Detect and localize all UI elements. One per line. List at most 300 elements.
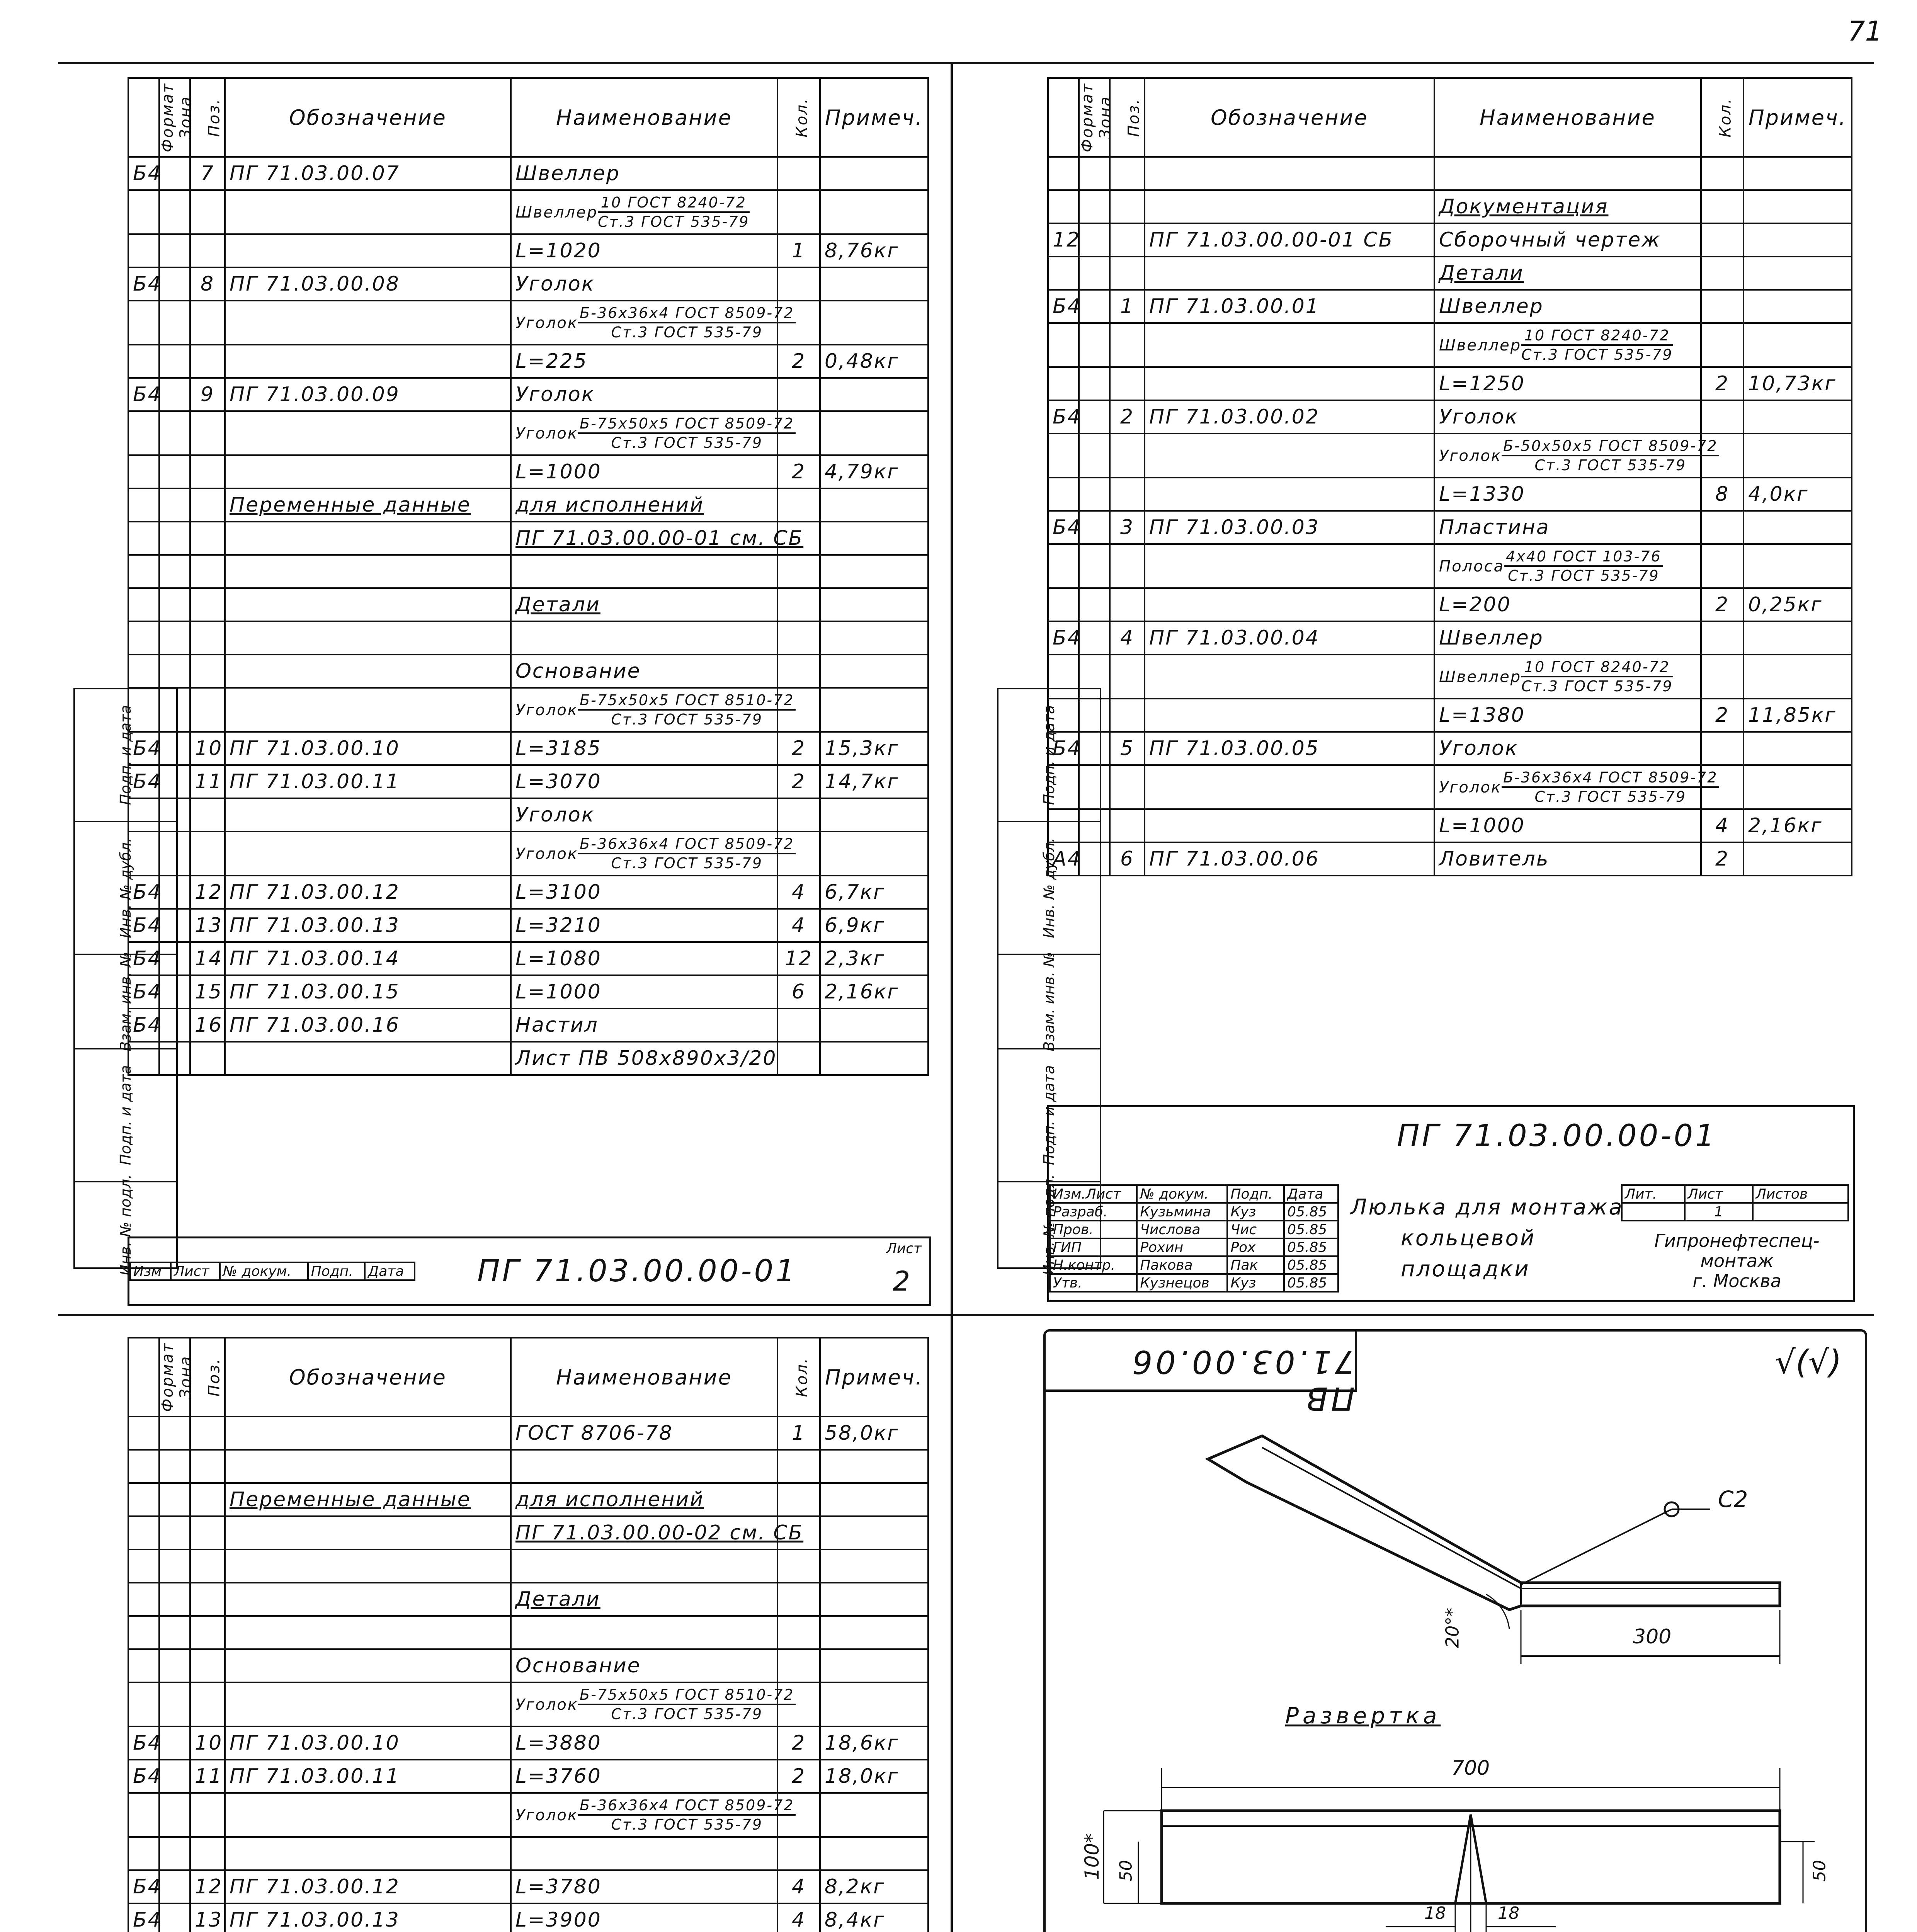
format-cell: Б4: [128, 1870, 159, 1903]
zone-cell: [159, 234, 190, 267]
quantity-cell: 12: [777, 942, 820, 975]
designation-cell: ПГ 71.03.00.11: [225, 1760, 511, 1793]
dim-700: 700: [1451, 1757, 1490, 1780]
approval-role: Утв.: [1050, 1274, 1137, 1292]
format-cell: [128, 555, 159, 588]
product-title: Люлька для монтажа кольцевой площадки: [1351, 1195, 1624, 1282]
position-cell: [190, 1549, 225, 1583]
format-cell: [1048, 809, 1079, 842]
spec-row: [128, 234, 928, 267]
format-cell: Б4: [128, 876, 159, 909]
designation-cell: ПГ 71.03.00.15: [225, 975, 511, 1009]
zone-cell: [1079, 190, 1110, 223]
designation-cell: ПГ 71.03.00.12: [225, 876, 511, 909]
spec-row: [128, 1837, 928, 1870]
quantity-cell: 2: [1701, 699, 1744, 732]
position-cell: [1110, 655, 1145, 699]
format-cell: [128, 1616, 159, 1649]
approval-sig: Подп.: [1227, 1185, 1284, 1203]
position-cell: [1110, 699, 1145, 732]
note-cell: [820, 488, 928, 522]
name-cell: Лист ПВ 508x890x3/20: [511, 1042, 777, 1075]
spec-row: [1048, 765, 1852, 809]
note-cell: [820, 190, 928, 234]
format-cell: Б4: [128, 942, 159, 975]
note-cell: [820, 1450, 928, 1483]
approval-name: Кузьмина: [1137, 1203, 1227, 1221]
spec-row: [1048, 478, 1852, 511]
position-cell: 12: [190, 1870, 225, 1903]
position-cell: [190, 798, 225, 832]
spec-row: [128, 411, 928, 455]
note-cell: [1744, 655, 1852, 699]
dim-50-left: 50: [1116, 1860, 1136, 1882]
format-cell: Б4: [128, 1903, 159, 1932]
approval-name: Рохин: [1137, 1238, 1227, 1256]
note-cell: 8,4кг: [820, 1903, 928, 1932]
position-cell: [190, 588, 225, 621]
name-cell: Детали: [1434, 257, 1701, 290]
name-cell: Уголок: [511, 798, 777, 832]
dim-18-left: 18: [1424, 1903, 1446, 1923]
spec-row: [128, 1649, 928, 1682]
note-cell: [1744, 765, 1852, 809]
position-cell: [190, 190, 225, 234]
quantity-cell: [777, 1649, 820, 1682]
zone-cell: [159, 1870, 190, 1903]
dim-300: 300: [1633, 1625, 1672, 1648]
position-cell: 13: [190, 1903, 225, 1932]
name-cell: ПГ 71.03.00.00-02 см. СБ: [511, 1516, 777, 1549]
note-cell: 15,3кг: [820, 732, 928, 765]
name-cell: Документация: [1434, 190, 1701, 223]
designation-cell: ПГ 71.03.00.02: [1145, 400, 1434, 434]
organization-sheet1: Гипронефтеспец- монтаж г. Москва: [1654, 1230, 1820, 1291]
quantity-cell: 4: [777, 909, 820, 942]
designation-cell: [1145, 765, 1434, 809]
designation-cell: [225, 345, 511, 378]
format-cell: [128, 190, 159, 234]
quantity-cell: 2: [777, 732, 820, 765]
position-cell: [1110, 223, 1145, 257]
format-cell: Б4: [1048, 511, 1079, 544]
zone-cell: [1079, 544, 1110, 588]
designation-cell: ПГ 71.03.00.13: [225, 1903, 511, 1932]
approval-sig: Куз: [1227, 1203, 1284, 1221]
zone-cell: [159, 1450, 190, 1483]
spec-row: [1048, 257, 1852, 290]
spec-row: [1048, 655, 1852, 699]
zone-cell: [159, 1483, 190, 1516]
format-cell: Б4: [128, 267, 159, 301]
name-cell: Уголок: [1434, 732, 1701, 765]
designation-cell: ПГ 71.03.00.09: [225, 378, 511, 411]
quantity-cell: 2: [777, 1760, 820, 1793]
lit-sheet-table: Лит. Лист Листов 1: [1621, 1184, 1849, 1221]
zone-cell: [1079, 223, 1110, 257]
spec-table-sheet1: Формат Зона Поз. Обозначение Наименование Кол. Примеч. Документация 12 ПГ 71.03.00.00-01 СБ Сборочный чертеж Детали Б4 1 ПГ 71.03.00.01 Швеллер Швеллер $\frac{\text{10 ГОСТ 8240-72}}{\text{Ст.3 ГОСТ 535-79}}$ L=1250 2 10,73кг Б4 2 ПГ 71.03.00.02 Уголок Уголок $\frac{\text{Б-50x50x5 ГОСТ 8509-72}}{\text{Ст.3 ГОСТ 535-79}}$ L=1330 8 4,0кг Б4 3 ПГ 71.03.00.03 Пластина Полоса $\frac{\text{4x40 ГОСТ 103-76}}{\text{Ст.3 ГОСТ 535-79}}$ L=200 2 0,25кг Б4 4 ПГ 71.03.00.04 Швеллер Швеллер $\frac{\text{10 ГОСТ 8240-72}}{\text{Ст.3 ГОСТ 535-79}}$ L=1380 2 11,85кг Б4 5 ПГ 71.03.00.05 Уголок Уголок $\frac{\text{Б-36x36x4 ГОСТ 8509-72}}{\text{Ст.3 ГОСТ 535-79}}$ L=1000 4 2,16кг А4 6 ПГ 71.03.00.06 Ловитель 2: [1047, 77, 1852, 876]
zone-cell: [1079, 434, 1110, 478]
spec-row: [1048, 699, 1852, 732]
position-cell: [1110, 157, 1145, 190]
designation-cell: [225, 1649, 511, 1682]
name-cell: Швеллер $\frac{\text{10 ГОСТ 8240-72}}{\text{Ст.3 ГОСТ 535-79}}$: [511, 190, 777, 234]
note-cell: [820, 621, 928, 655]
position-cell: [190, 1793, 225, 1837]
zone-cell: [1079, 588, 1110, 621]
designation-cell: ПГ 71.03.00.04: [1145, 621, 1434, 655]
zone-cell: [159, 345, 190, 378]
name-cell: Пластина: [1434, 511, 1701, 544]
weld-label: С2: [1718, 1486, 1748, 1512]
people-sheet1: [1049, 1184, 1339, 1293]
designation-cell: [225, 1837, 511, 1870]
spec-row: [1048, 434, 1852, 478]
quantity-cell: [777, 1450, 820, 1483]
note-cell: 0,48кг: [820, 345, 928, 378]
name-cell: Полоса $\frac{\text{4x40 ГОСТ 103-76}}{\text{Ст.3 ГОСТ 535-79}}$: [1434, 544, 1701, 588]
stamp-sheet1: [1047, 1105, 1855, 1302]
dim-100: 100*: [1081, 1833, 1104, 1880]
designation-cell: ПГ 71.03.00.13: [225, 909, 511, 942]
bent-channel-outline: [1208, 1436, 1780, 1610]
spec-row: [128, 1583, 928, 1616]
format-cell: Б4: [128, 765, 159, 798]
approval-sig: Чис: [1227, 1221, 1284, 1238]
name-cell: [511, 1837, 777, 1870]
designation-cell: ПГ 71.03.00.00-01 СБ: [1145, 223, 1434, 257]
format-cell: Б4: [128, 1726, 159, 1760]
quantity-cell: 2: [777, 455, 820, 488]
spec-row: [1048, 588, 1852, 621]
spec-row: [128, 1793, 928, 1837]
zone-cell: [159, 832, 190, 876]
quantity-cell: 8: [1701, 478, 1744, 511]
position-cell: [190, 688, 225, 732]
zone-cell: [1079, 765, 1110, 809]
spec-row: [128, 1450, 928, 1483]
note-cell: [820, 555, 928, 588]
name-cell: Уголок $\frac{\text{Б-75x50x5 ГОСТ 8509-72}}{\text{Ст.3 ГОСТ 535-79}}$: [511, 411, 777, 455]
name-cell: Уголок $\frac{\text{Б-36x36x4 ГОСТ 8509-72}}{\text{Ст.3 ГОСТ 535-79}}$: [1434, 765, 1701, 809]
position-cell: [190, 1042, 225, 1075]
name-cell: L=3100: [511, 876, 777, 909]
quantity-cell: 2: [1701, 367, 1744, 400]
designation-cell: [225, 1793, 511, 1837]
approval-row: [1050, 1221, 1338, 1238]
spec-row: [1048, 223, 1852, 257]
spec-row: [128, 1682, 928, 1726]
designation-cell: Переменные данные: [225, 488, 511, 522]
format-cell: [128, 1516, 159, 1549]
approval-row: [1050, 1203, 1338, 1221]
position-cell: [190, 621, 225, 655]
approval-name: Кузнецов: [1137, 1274, 1227, 1292]
position-cell: [1110, 765, 1145, 809]
quantity-cell: [1701, 732, 1744, 765]
note-cell: 8,76кг: [820, 234, 928, 267]
quantity-cell: [777, 1616, 820, 1649]
name-cell: [511, 621, 777, 655]
note-cell: [1744, 223, 1852, 257]
note-cell: [820, 1583, 928, 1616]
weld-leader: [1521, 1509, 1672, 1585]
spec-row: [128, 488, 928, 522]
name-cell: L=1380: [1434, 699, 1701, 732]
spec-row: [128, 798, 928, 832]
spec-row: [128, 1483, 928, 1516]
zone-cell: [159, 688, 190, 732]
format-cell: [1048, 655, 1079, 699]
note-cell: 4,0кг: [1744, 478, 1852, 511]
zone-cell: [159, 1616, 190, 1649]
format-cell: [128, 798, 159, 832]
name-cell: L=225: [511, 345, 777, 378]
spec-row: [128, 765, 928, 798]
spec-row: [128, 157, 928, 190]
format-cell: [128, 301, 159, 345]
zone-cell: [159, 190, 190, 234]
designation-cell: ПГ 71.03.00.01: [1145, 290, 1434, 323]
note-cell: [820, 1649, 928, 1682]
name-cell: [511, 555, 777, 588]
note-cell: [820, 1682, 928, 1726]
position-cell: [190, 455, 225, 488]
spec-row: [128, 345, 928, 378]
designation-cell: [1145, 655, 1434, 699]
development-label: Развертка: [1285, 1702, 1441, 1729]
position-cell: 7: [190, 157, 225, 190]
name-cell: L=200: [1434, 588, 1701, 621]
note-cell: [820, 1793, 928, 1837]
designation-cell: ПГ 71.03.00.10: [225, 732, 511, 765]
quantity-cell: [1701, 323, 1744, 367]
position-cell: [1110, 323, 1145, 367]
format-cell: [128, 688, 159, 732]
note-cell: [1744, 323, 1852, 367]
spec-row: [1048, 809, 1852, 842]
zone-cell: [159, 588, 190, 621]
quantity-cell: [777, 157, 820, 190]
zone-cell: [159, 1649, 190, 1682]
format-cell: [128, 455, 159, 488]
format-cell: А4: [1048, 842, 1079, 876]
spec-row: [128, 522, 928, 555]
name-cell: для исполнений: [511, 1483, 777, 1516]
designation-cell: [1145, 257, 1434, 290]
quantity-cell: [777, 1483, 820, 1516]
position-cell: [190, 1837, 225, 1870]
name-cell: Уголок: [511, 267, 777, 301]
format-cell: [1048, 367, 1079, 400]
spec-row: [128, 588, 928, 621]
spec-row: [128, 732, 928, 765]
position-cell: [190, 234, 225, 267]
quantity-cell: [777, 488, 820, 522]
spec-table-sheet2: Формат Зона Поз. Обозначение Наименование Кол. Примеч. Б4 7 ПГ 71.03.00.07 Швеллер Швеллер $\frac{\text{10 ГОСТ 8240-72}}{\text{Ст.3 ГОСТ 535-79}}$ L=1020 1 8,76кг Б4 8 ПГ 71.03.00.08 Уголок Уголок $\frac{\text{Б-36x36x4 ГОСТ 8509-72}}{\text{Ст.3 ГОСТ 535-79}}$ L=225 2 0,48кг Б4 9 ПГ 71.03.00.09 Уголок Уголок $\frac{\text{Б-75x50x5 ГОСТ 8509-72}}{\text{Ст.3 ГОСТ 535-79}}$ L=1000 2 4,79кг Переменные данные для исполнений ПГ 71.03.00.00-01 см. СБ Детали Основание Уголок $\frac{\text{Б-75x50x5 ГОСТ 8510-72}}{\text{Ст.3 ГОСТ 535-79}}$ Б4 10 ПГ 71.03.00.10 L=3185 2 15,3кг Б4 11 ПГ 71.03.00.11 L=3070 2 14,7кг Уголок Уголок $\frac{\text{Б-36x36x4 ГОСТ 8509-72}}{\text{Ст.3 ГОСТ 535-79}}$ Б4 12 ПГ 71.03.00.12 L=3100 4 6,7кг Б4 13 ПГ 71.03.00.13 L=3210 4 6,9кг Б4 14 ПГ 71.03.00.14 L=1080 12 2,3кг Б4 15 ПГ 71.03.00.15 L=1000 6 2,16кг Б4 16 ПГ 71.03.00.16 Настил Лист ПВ 508x890x3/20: [128, 77, 929, 1076]
zone-cell: [1079, 842, 1110, 876]
spec-row: [128, 555, 928, 588]
position-cell: [190, 1616, 225, 1649]
format-cell: Б4: [128, 909, 159, 942]
note-cell: [820, 1616, 928, 1649]
position-cell: [190, 1417, 225, 1450]
position-cell: 16: [190, 1009, 225, 1042]
zone-cell: [159, 909, 190, 942]
designation-cell: ПГ 71.03.00.08: [225, 267, 511, 301]
name-cell: Уголок $\frac{\text{Б-36x36x4 ГОСТ 8509-72}}{\text{Ст.3 ГОСТ 535-79}}$: [511, 1793, 777, 1837]
quantity-cell: [1701, 157, 1744, 190]
zone-cell: [159, 1760, 190, 1793]
approval-date: 05.85: [1284, 1203, 1338, 1221]
approval-date: Дата: [1284, 1185, 1338, 1203]
zone-cell: [159, 488, 190, 522]
position-cell: [1110, 257, 1145, 290]
name-cell: ПГ 71.03.00.00-01 см. СБ: [511, 522, 777, 555]
position-cell: 14: [190, 942, 225, 975]
quantity-cell: [777, 1549, 820, 1583]
designation-cell: [225, 1583, 511, 1616]
format-cell: Б4: [128, 975, 159, 1009]
format-cell: [128, 1483, 159, 1516]
format-cell: Б4: [1048, 400, 1079, 434]
middle-rule: [58, 1314, 1874, 1316]
designation-cell: [225, 234, 511, 267]
spec-row: [128, 975, 928, 1009]
zone-cell: [1079, 323, 1110, 367]
format-cell: [128, 234, 159, 267]
spec-row: [1048, 842, 1852, 876]
format-cell: [128, 1417, 159, 1450]
note-cell: [820, 588, 928, 621]
format-cell: [128, 832, 159, 876]
position-cell: [190, 555, 225, 588]
name-cell: Основание: [511, 1649, 777, 1682]
position-cell: 4: [1110, 621, 1145, 655]
designation-cell: [1145, 588, 1434, 621]
approval-role: Разраб.: [1050, 1203, 1137, 1221]
position-cell: 10: [190, 732, 225, 765]
designation-cell: [225, 832, 511, 876]
spec-row: [128, 1516, 928, 1549]
spec-row: [128, 909, 928, 942]
format-cell: [1048, 478, 1079, 511]
note-cell: [820, 798, 928, 832]
designation-cell: [225, 1616, 511, 1649]
designation-cell: [225, 411, 511, 455]
quantity-cell: [777, 621, 820, 655]
stamp-title-sheet1: ПГ 71.03.00.00-01: [1397, 1119, 1717, 1153]
approval-row: [1050, 1274, 1338, 1292]
designation-cell: [225, 1682, 511, 1726]
designation-cell: ПГ 71.03.00.03: [1145, 511, 1434, 544]
quantity-cell: [777, 555, 820, 588]
spec-row: [1048, 544, 1852, 588]
position-cell: 6: [1110, 842, 1145, 876]
name-cell: Сборочный чертеж: [1434, 223, 1701, 257]
note-cell: [820, 1516, 928, 1549]
stamp-title-sheet2: ПГ 71.03.00.00-01: [477, 1254, 797, 1289]
spec-row: [128, 267, 928, 301]
approval-row: [1050, 1238, 1338, 1256]
note-cell: 18,0кг: [820, 1760, 928, 1793]
zone-cell: [1079, 290, 1110, 323]
format-cell: [1048, 699, 1079, 732]
zone-cell: [1079, 257, 1110, 290]
position-cell: [190, 1516, 225, 1549]
zone-cell: [159, 1549, 190, 1583]
zone-cell: [159, 1837, 190, 1870]
note-cell: 58,0кг: [820, 1417, 928, 1450]
quantity-cell: 2: [777, 345, 820, 378]
zone-cell: [159, 1903, 190, 1932]
note-cell: [820, 1009, 928, 1042]
note-cell: [1744, 732, 1852, 765]
note-cell: 0,25кг: [1744, 588, 1852, 621]
designation-cell: Переменные данные: [225, 1483, 511, 1516]
quantity-cell: 4: [777, 876, 820, 909]
quantity-cell: [777, 267, 820, 301]
zone-cell: [1079, 367, 1110, 400]
top-rule: [58, 62, 1874, 64]
position-cell: [190, 1682, 225, 1726]
spec-row: [1048, 290, 1852, 323]
position-cell: [190, 522, 225, 555]
note-cell: 14,7кг: [820, 765, 928, 798]
position-cell: [1110, 190, 1145, 223]
note-cell: [1744, 842, 1852, 876]
roughness-mark: √(√): [1775, 1343, 1842, 1381]
format-cell: [1048, 544, 1079, 588]
position-cell: 11: [190, 1760, 225, 1793]
note-cell: [1744, 434, 1852, 478]
quantity-cell: [777, 378, 820, 411]
note-cell: [820, 1042, 928, 1075]
position-cell: [190, 1649, 225, 1682]
note-cell: [820, 688, 928, 732]
zone-cell: [159, 301, 190, 345]
name-cell: Швеллер: [511, 157, 777, 190]
zone-cell: [1079, 400, 1110, 434]
position-cell: 8: [190, 267, 225, 301]
dim-50-right: 50: [1810, 1860, 1830, 1882]
stamp-sheet2: [128, 1236, 931, 1306]
position-cell: [1110, 478, 1145, 511]
designation-cell: ПГ 71.03.00.12: [225, 1870, 511, 1903]
spec-row: [128, 190, 928, 234]
approval-date: 05.85: [1284, 1221, 1338, 1238]
name-cell: Детали: [511, 588, 777, 621]
zone-cell: [159, 1726, 190, 1760]
designation-cell: [1145, 157, 1434, 190]
designation-cell: ПГ 71.03.00.14: [225, 942, 511, 975]
quantity-cell: [777, 588, 820, 621]
zone-cell: [1079, 478, 1110, 511]
format-cell: [1048, 190, 1079, 223]
zone-cell: [159, 975, 190, 1009]
note-cell: [1744, 400, 1852, 434]
name-cell: [1434, 157, 1701, 190]
note-cell: 10,73кг: [1744, 367, 1852, 400]
name-cell: L=1020: [511, 234, 777, 267]
quantity-cell: [1701, 621, 1744, 655]
quantity-cell: 4: [1701, 809, 1744, 842]
quantity-cell: 2: [1701, 842, 1744, 876]
format-cell: Б4: [128, 1009, 159, 1042]
position-cell: [190, 301, 225, 345]
quantity-cell: [1701, 544, 1744, 588]
stamp-sheet-number: 2: [893, 1265, 910, 1297]
